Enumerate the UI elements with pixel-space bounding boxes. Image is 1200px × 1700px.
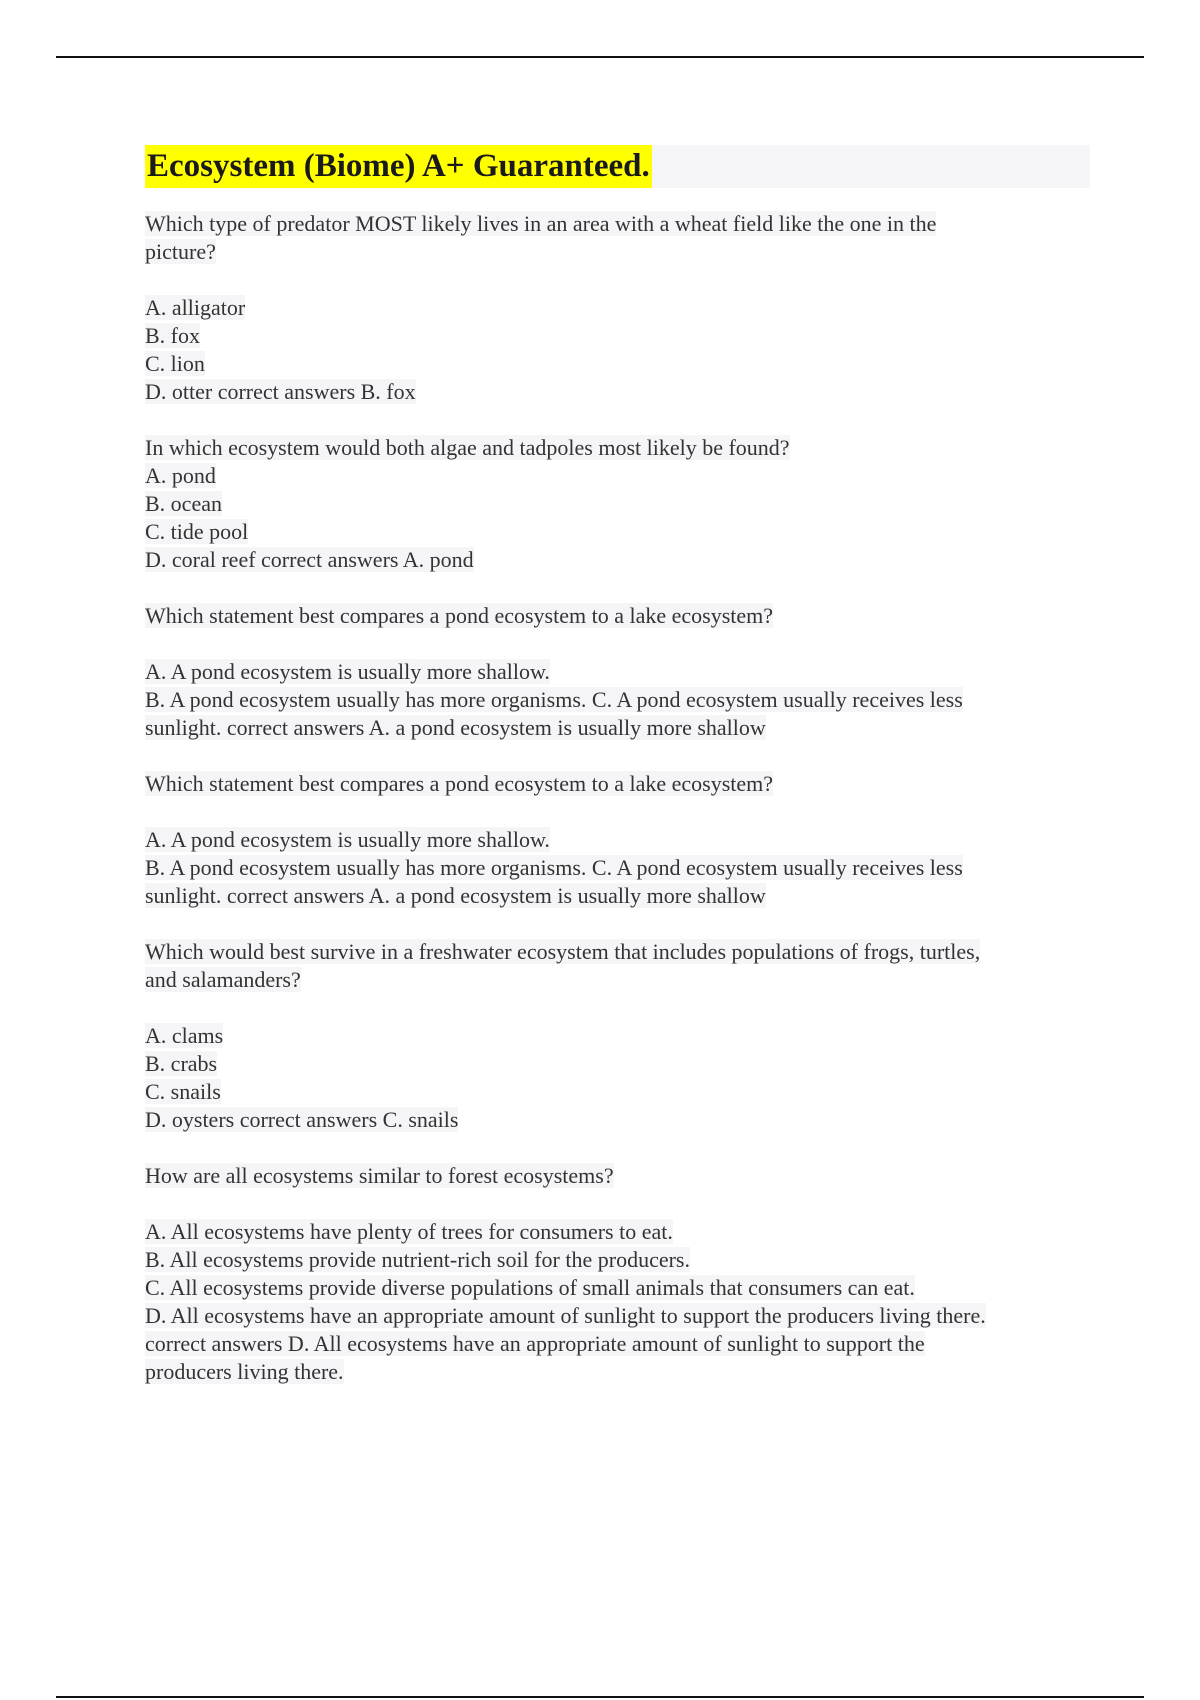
question-2 (145, 434, 1090, 574)
answer-option: A. alligator (145, 295, 246, 320)
question-text: Which would best survive in a freshwater ecosystem that includes populations of frogs, turtles, (145, 939, 981, 964)
answer-option: sunlight. correct answers A. a pond ecosystem is usually more shallow (145, 883, 766, 908)
answer-option: correct answers D. All ecosystems have an appropriate amount of sunlight to support the (145, 1331, 925, 1356)
answer-option: producers living there. (145, 1359, 344, 1384)
question-5 (145, 938, 1090, 1134)
answer-option: sunlight. correct answers A. a pond ecosystem is usually more shallow (145, 715, 766, 740)
answer-option: A. A pond ecosystem is usually more shallow. (145, 659, 550, 684)
bottom-rule (56, 1696, 1144, 1698)
question-3 (145, 602, 1090, 742)
answer-option: D. coral reef correct answers A. pond (145, 547, 474, 572)
question-text: In which ecosystem would both algae and tadpoles most likely be found? (145, 435, 790, 460)
answer-option: A. pond (145, 463, 216, 488)
answer-option: B. ocean (145, 491, 222, 516)
question-text: Which type of predator MOST likely lives in an area with a wheat field like the one in the (145, 211, 937, 236)
answer-option: A. A pond ecosystem is usually more shallow. (145, 827, 550, 852)
document-body (145, 145, 1090, 1386)
answer-option: B. crabs (145, 1051, 218, 1076)
answer-option: B. All ecosystems provide nutrient-rich soil for the producers. (145, 1247, 690, 1272)
question-6 (145, 1162, 1090, 1386)
question-4 (145, 770, 1090, 910)
answer-option: C. tide pool (145, 519, 249, 544)
answer-option: B. A pond ecosystem usually has more organisms. C. A pond ecosystem usually receives less (145, 687, 963, 712)
question-1 (145, 210, 1090, 406)
answer-option: A. clams (145, 1023, 224, 1048)
answer-option: D. otter correct answers B. fox (145, 379, 416, 404)
answer-option: B. fox (145, 323, 200, 348)
question-text: picture? (145, 239, 216, 264)
answer-option: B. A pond ecosystem usually has more organisms. C. A pond ecosystem usually receives less (145, 855, 963, 880)
top-rule (56, 56, 1144, 58)
answer-option: D. All ecosystems have an appropriate amount of sunlight to support the producers living there. (145, 1303, 986, 1328)
answer-option: C. lion (145, 351, 205, 376)
answer-option: D. oysters correct answers C. snails (145, 1107, 459, 1132)
answer-option: A. All ecosystems have plenty of trees for consumers to eat. (145, 1219, 673, 1244)
title-bar (145, 145, 1090, 188)
answer-option: C. All ecosystems provide diverse populations of small animals that consumers can eat. (145, 1275, 915, 1300)
question-text: Which statement best compares a pond ecosystem to a lake ecosystem? (145, 603, 774, 628)
question-text: How are all ecosystems similar to forest ecosystems? (145, 1163, 614, 1188)
answer-option: C. snails (145, 1079, 221, 1104)
question-text: and salamanders? (145, 967, 301, 992)
document-title: Ecosystem (Biome) A+ Guaranteed. (145, 145, 652, 188)
question-text: Which statement best compares a pond ecosystem to a lake ecosystem? (145, 771, 774, 796)
